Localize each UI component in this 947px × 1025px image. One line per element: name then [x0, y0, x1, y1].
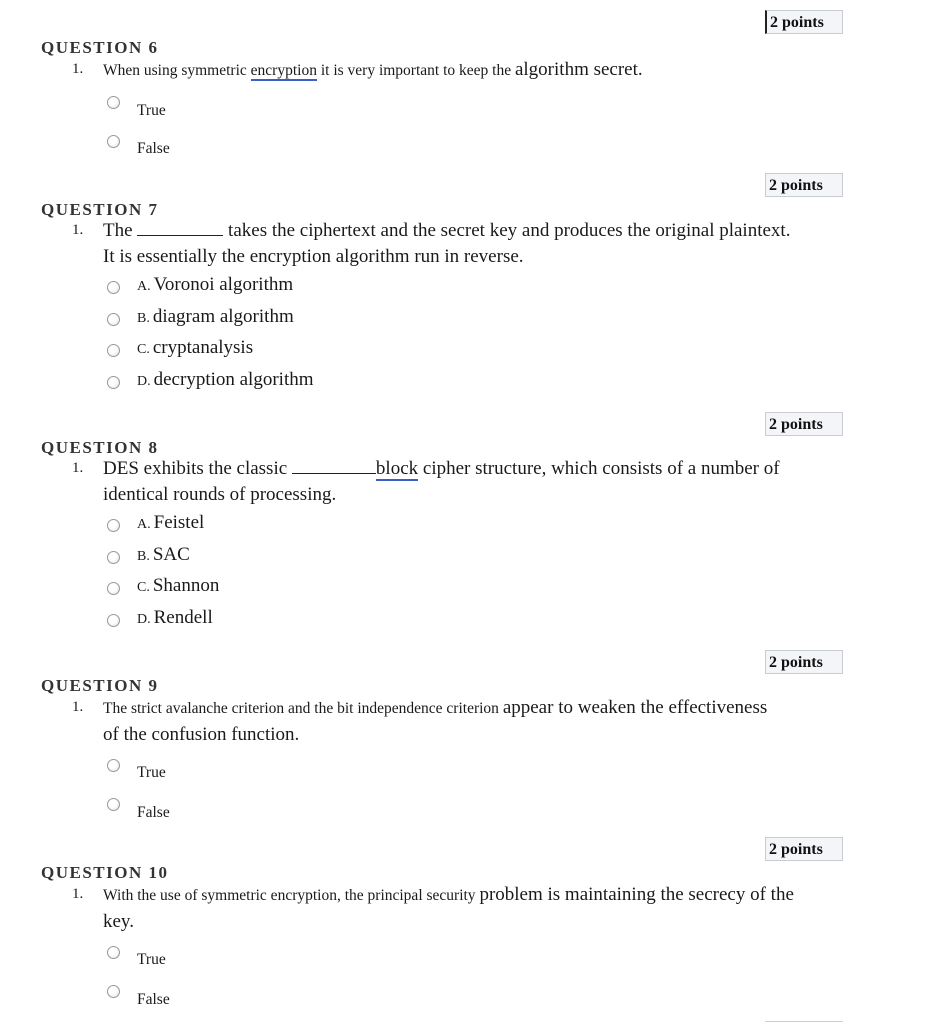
stem-text: cipher structure, which consists of a number of identical rounds of processing.: [103, 458, 780, 505]
stem-text: problem is maintaining the secrecy of the key.: [103, 884, 794, 932]
radio-button[interactable]: [107, 519, 120, 532]
question-stem: [103, 695, 783, 748]
option-label: A. Feistel: [137, 512, 205, 533]
radio-button[interactable]: [107, 344, 120, 357]
question-number: 1.: [72, 61, 84, 77]
question-number: 1.: [72, 699, 84, 715]
answer-blank: [292, 457, 376, 474]
option-label: True: [137, 951, 166, 968]
radio-button[interactable]: [107, 376, 120, 389]
stem-text: appear to weaken the effectiveness of the confusion function.: [103, 697, 768, 745]
option-label: B. diagram algorithm: [137, 306, 294, 327]
points-badge: 2 points: [765, 837, 843, 861]
radio-button[interactable]: [107, 759, 120, 772]
stem-text: The strict avalanche criterion and the bit independence criterion: [103, 700, 503, 717]
stem-text: The: [103, 220, 138, 241]
stem-text: algorithm secret.: [514, 59, 643, 80]
option-label: False: [137, 804, 170, 821]
points-badge: 2 points: [765, 412, 843, 436]
points-badge: 2 points: [765, 650, 843, 674]
question-number: 1.: [72, 460, 84, 476]
option-label: True: [137, 102, 166, 119]
stem-text: When using symmetric: [103, 62, 251, 79]
question-title: QUESTION 6: [41, 38, 159, 57]
stem-text: it is very important to keep the: [316, 62, 515, 79]
radio-button[interactable]: [107, 985, 120, 998]
points-badge: 2 points: [765, 173, 843, 197]
next-points-badge-edge: [765, 1021, 843, 1025]
question-stem: [103, 882, 803, 935]
stem-text: With the use of symmetric encryption, the principal security: [103, 887, 480, 904]
question-stem: [103, 218, 803, 270]
option-label: C. Shannon: [137, 575, 220, 596]
option-label: False: [137, 991, 170, 1008]
option-label: D. Rendell: [137, 607, 213, 628]
option-label: D. decryption algorithm: [137, 369, 314, 390]
points-badge: 2 points: [765, 10, 843, 34]
radio-button[interactable]: [107, 281, 120, 294]
radio-button[interactable]: [107, 582, 120, 595]
question-stem: [103, 57, 853, 84]
question-title: QUESTION 10: [41, 863, 169, 882]
question-number: 1.: [72, 222, 84, 238]
spellcheck-word: encryption: [250, 62, 317, 79]
question-title: QUESTION 9: [41, 676, 159, 695]
radio-button[interactable]: [107, 313, 120, 326]
radio-button[interactable]: [107, 135, 120, 148]
radio-button[interactable]: [107, 946, 120, 959]
option-label: C. cryptanalysis: [137, 337, 254, 358]
radio-button[interactable]: [107, 614, 120, 627]
question-title: QUESTION 7: [41, 200, 159, 219]
radio-button[interactable]: [107, 96, 120, 109]
option-label: True: [137, 764, 166, 781]
question-title: QUESTION 8: [41, 438, 159, 457]
radio-button[interactable]: [107, 551, 120, 564]
option-label: False: [137, 140, 170, 157]
radio-button[interactable]: [107, 798, 120, 811]
stem-text: takes the ciphertext and the secret key and produces the original plaintext. It is essentially the encryption algorithm run in reverse.: [103, 220, 791, 267]
option-label: B. SAC: [137, 544, 190, 565]
question-number: 1.: [72, 886, 84, 902]
answer-blank: [137, 219, 223, 236]
stem-text: DES exhibits the classic: [103, 458, 292, 479]
option-label: A. Voronoi algorithm: [137, 274, 294, 295]
question-stem: [103, 456, 848, 508]
spellcheck-word: block: [375, 458, 419, 479]
